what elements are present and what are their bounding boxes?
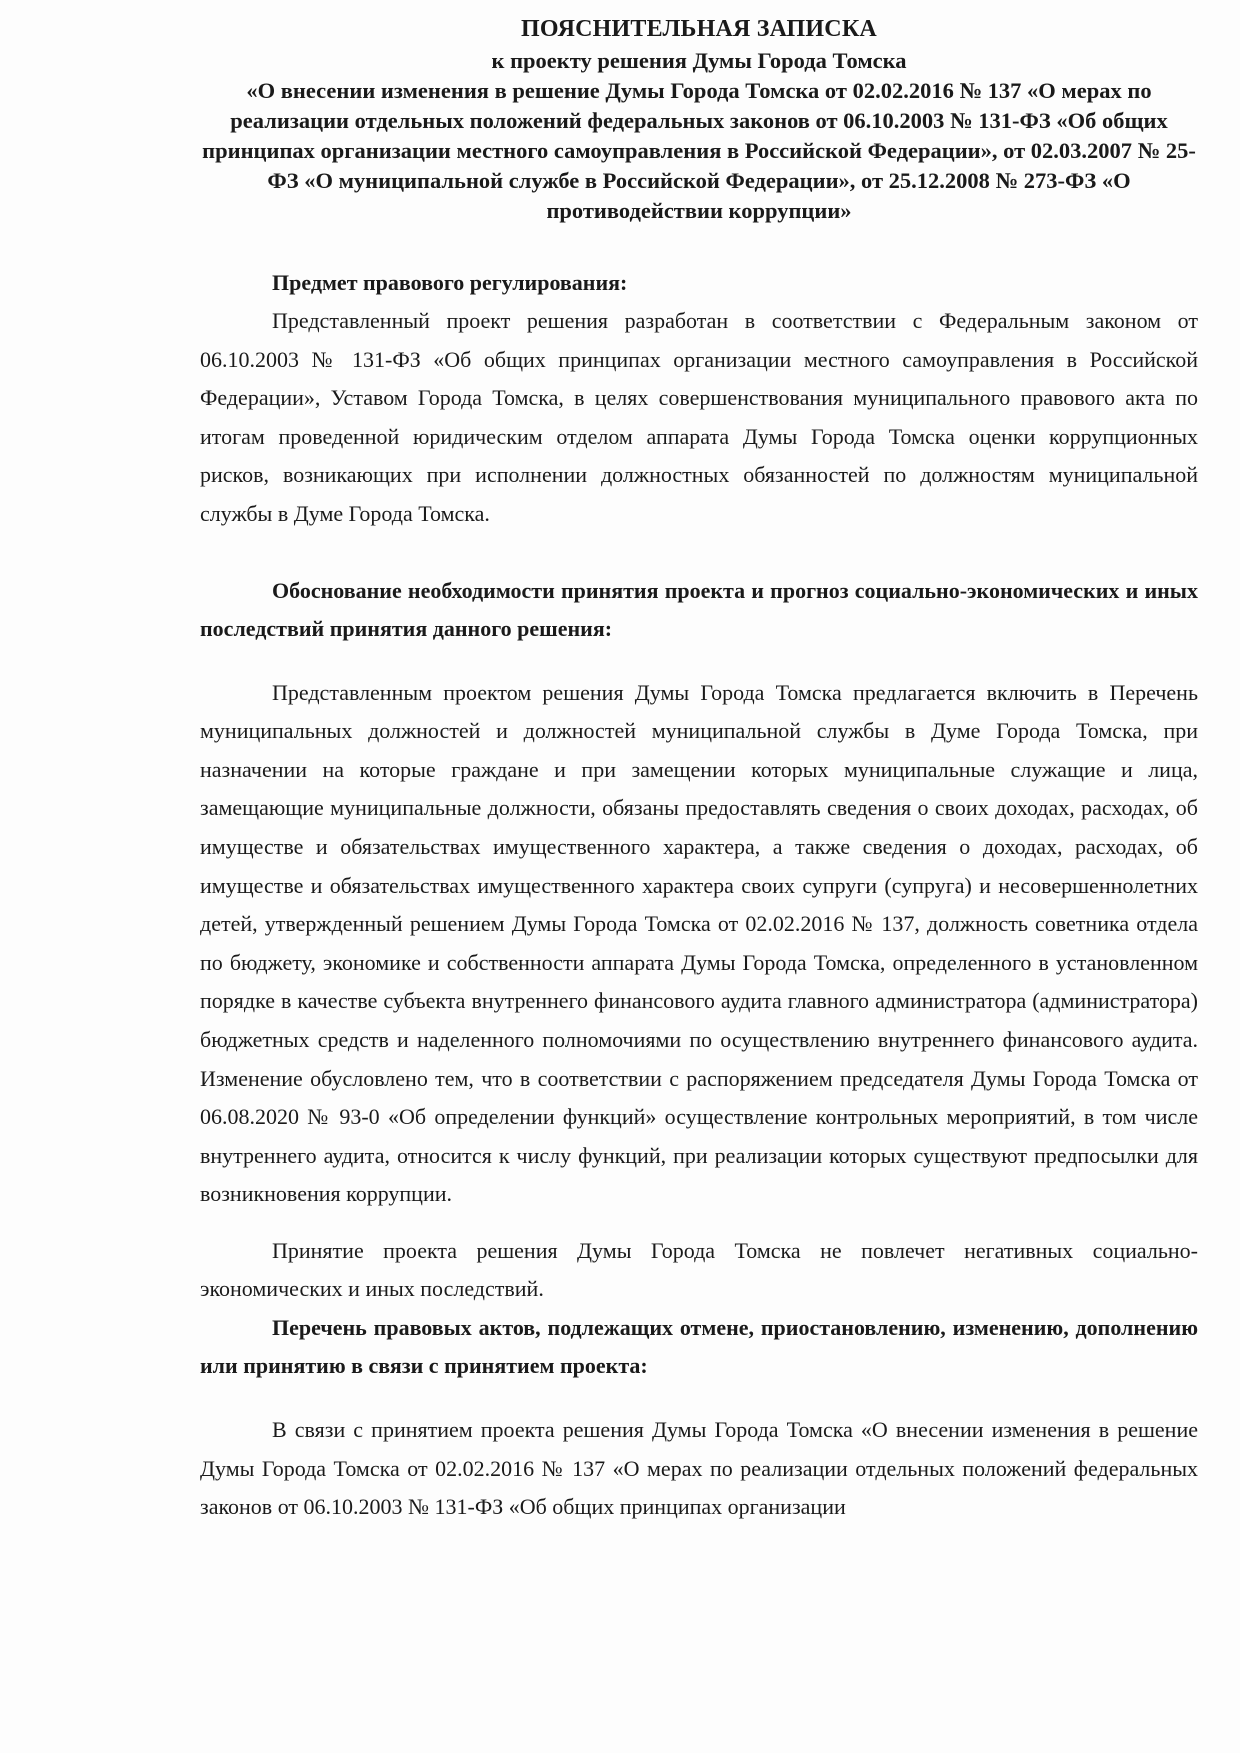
section-paragraph-justification-2: Принятие проекта решения Думы Города Томска не повлечет негативных социально-экономических и иных последствий. — [200, 1237, 1198, 1302]
spacer — [200, 534, 1198, 572]
section-paragraph-legal-acts: В связи с принятием проекта решения Думы Города Томска «О внесении изменения в решение Думы Города Томска от 02.02.2016 № 137 «О мерах по реализации отдельных положений федеральных законов от 06.10.2003 № 131-ФЗ «Об общих принципах организации — [200, 1417, 1198, 1520]
document-title: ПОЯСНИТЕЛЬНАЯ ЗАПИСКА — [521, 16, 877, 42]
spacer — [200, 1385, 1198, 1411]
section-heading-justification: Обоснование необходимости принятия проекта и прогноз социально-экономических и иных последствий принятия данного решения: — [200, 577, 1198, 641]
section-heading-subject: Предмет правового регулирования: — [272, 270, 628, 295]
spacer — [200, 1214, 1198, 1232]
spacer — [200, 648, 1198, 674]
section-heading-legal-acts: Перечень правовых актов, подлежащих отмене, приостановлению, изменению, дополнению или принятию в связи с принятием проекта: — [200, 1315, 1198, 1379]
project-title: «О внесении изменения в решение Думы Города Томска от 02.02.2016 № 137 «О мерах по реализации отдельных положений федеральных законов от 06.10.2003 № 131-ФЗ «Об общих принципах организации местного самоуправления в Российской Федерации», от 02.03.2007 № 25-ФЗ «О муниципальной службе в Российской Федерации», от 25.12.2008 № 273-ФЗ «О противодействии коррупции» — [202, 78, 1196, 223]
explanatory-note — [200, 14, 1198, 1527]
section-paragraph-subject: Представленный проект решения разработан в соответствии с Федеральным законом от 06.10.2003 № 131-ФЗ «Об общих принципах организации местного самоуправления в Российской Федерации», Уставом Города Томска, в целях совершенствования муниципального правового акта по итогам проведенной юридическим отделом аппарата Думы Города Томска оценки коррупционных рисков, возникающих при исполнении должностных обязанностей по должностям муниципальной службы в Думе Города Томска. — [200, 308, 1198, 526]
spacer — [200, 226, 1198, 264]
document-subtitle: к проекту решения Думы Города Томска — [491, 48, 907, 73]
section-paragraph-justification-1: Представленным проектом решения Думы Города Томска предлагается включить в Перечень муниципальных должностей и должностей муниципальной службы в Думе Города Томска, при назначении на которые граждане и при замещении которых муниципальные служащие и лица, замещающие муниципальные должности, обязаны предоставлять сведения о своих доходах, расходах, об имуществе и обязательствах имущественного характера, а также сведения о доходах, расходах, об имуществе и обязательствах имущественного характера своих супруги (супруга) и несовершеннолетних детей, утвержденный решением Думы Города Томска от 02.02.2016 № 137, должность советника отдела по бюджету, экономике и собственности аппарата Думы Города Томска, определенного в установленном порядке в качестве субъекта внутреннего финансового аудита главного администратора (администратора) бюджетных средств и наделенного полномочиями по осуществлению внутреннего финансового аудита. Изменение обусловлено тем, что в соответствии с распоряжением председателя Думы Города Томска от 06.08.2020 № 93-0 «Об определении функций» осуществление контрольных мероприятий, в том числе внутреннего аудита, относится к числу функций, при реализации которых существуют предпосылки для возникновения коррупции. — [200, 679, 1198, 1207]
